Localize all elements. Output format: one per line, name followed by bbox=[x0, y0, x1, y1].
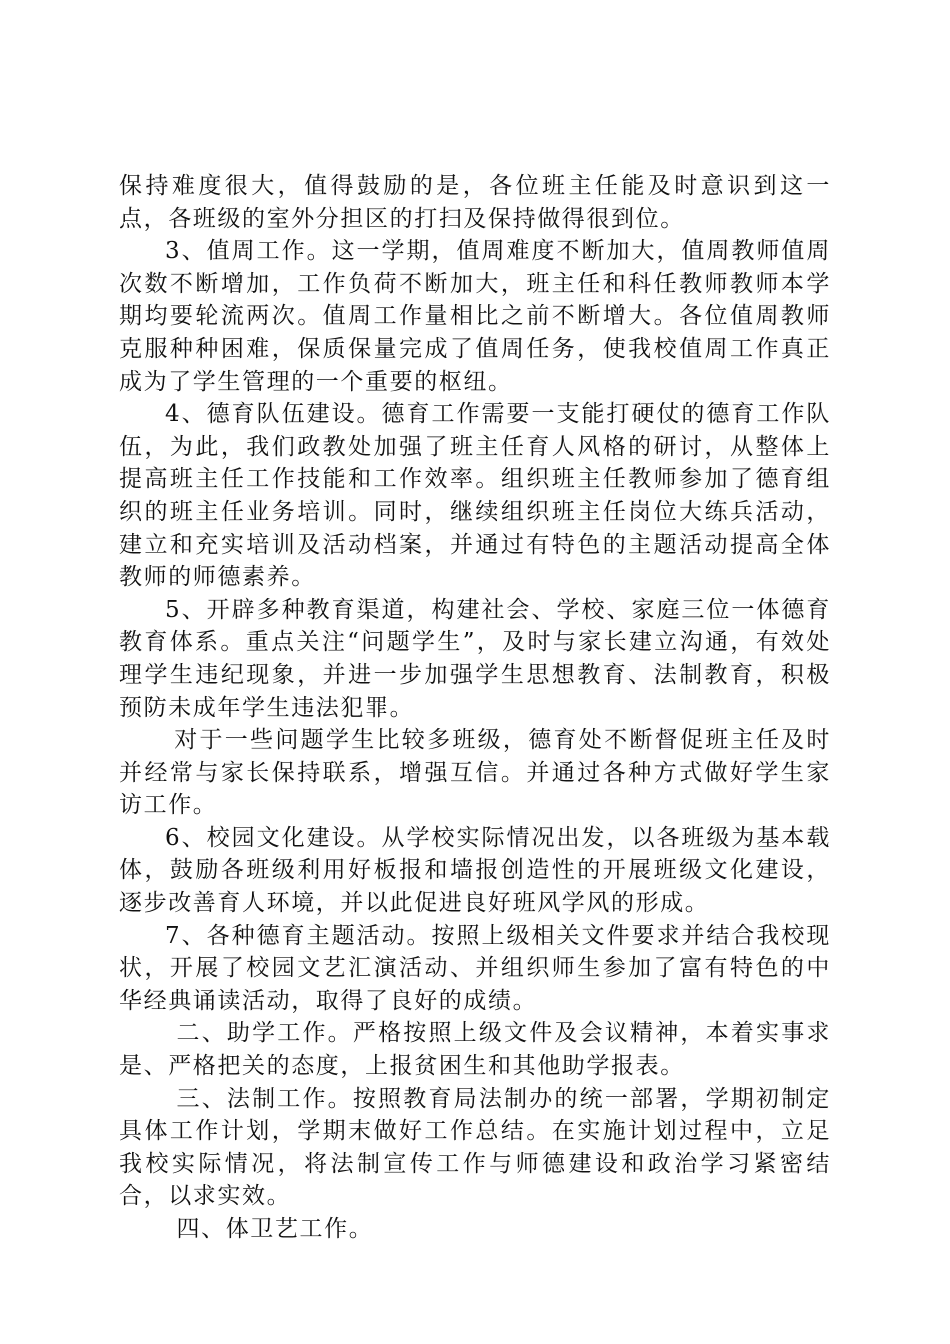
paragraph-theme-activities: 7、各种德育主题活动。按照上级相关文件要求并结合我校现状，开展了校园文艺汇演活动、并组织师生参加了富有特色的中华经典诵读活动，取得了良好的成绩。 bbox=[119, 922, 831, 1014]
paragraph-student-aid: 二、助学工作。严格按照上级文件及会议精神，本着实事求是、严格把关的态度，上报贫困生和其他助学报表。 bbox=[119, 1020, 831, 1080]
paragraph-campus-culture: 6、校园文化建设。从学校实际情况出发，以各班级为基本载体，鼓励各班级利用好板报和墙报创造性的开展班级文化建设，逐步改善育人环境，并以此促进良好班风学风的形成。 bbox=[119, 824, 831, 917]
paragraph-moral-team: 4、德育队伍建设。德育工作需要一支能打硬仗的德育工作队伍，为此，我们政教处加强了班主任育人风格的研讨，从整体上提高班主任工作技能和工作效率。组织班主任教师参加了德育组织的班主任业务培训。同时，继续组织班主任岗位大练兵活动，建立和充实培训及活动档案，并通过有特色的主题活动提高全体教师的师德素养。 bbox=[119, 401, 831, 591]
paragraph-problem-students: 对于一些问题学生比较多班级，德育处不断督促班主任及时并经常与家长保持联系，增强互信。并通过各种方式做好学生家访工作。 bbox=[119, 727, 831, 819]
paragraph-education-channels: 5、开辟多种教育渠道，构建社会、学校、家庭三位一体德育教育体系。重点关注“问题学生”，及时与家长建立沟通，有效处理学生违纪现象，并进一步加强学生思想教育、法制教育，积极预防未成年学生违法犯罪。 bbox=[119, 596, 831, 721]
paragraph-legal-work: 三、法制工作。按照教育局法制办的统一部署，学期初制定具体工作计划，学期末做好工作总结。在实施计划过程中，立足我校实际情况，将法制宣传工作与师德建设和政治学习紧密结合，以求实效。 bbox=[119, 1085, 831, 1210]
paragraph-sports-health-arts: 四、体卫艺工作。 bbox=[176, 1216, 374, 1242]
paragraph-duty-week: 3、值周工作。这一学期，值周难度不断加大，值周教师值周次数不断增加，工作负荷不断加大，班主任和科任教师教师本学期均要轮流两次。值周工作量相比之前不断增大。各位值周教师克服种种困难，保质保量完成了值周任务，使我校值周工作真正成为了学生管理的一个重要的枢纽。 bbox=[119, 238, 831, 395]
paragraph-cleaning-continued: 保持难度很大，值得鼓励的是，各位班主任能及时意识到这一点，各班级的室外分担区的打扫及保持做得很到位。 bbox=[119, 173, 831, 232]
document-body bbox=[119, 170, 831, 1246]
